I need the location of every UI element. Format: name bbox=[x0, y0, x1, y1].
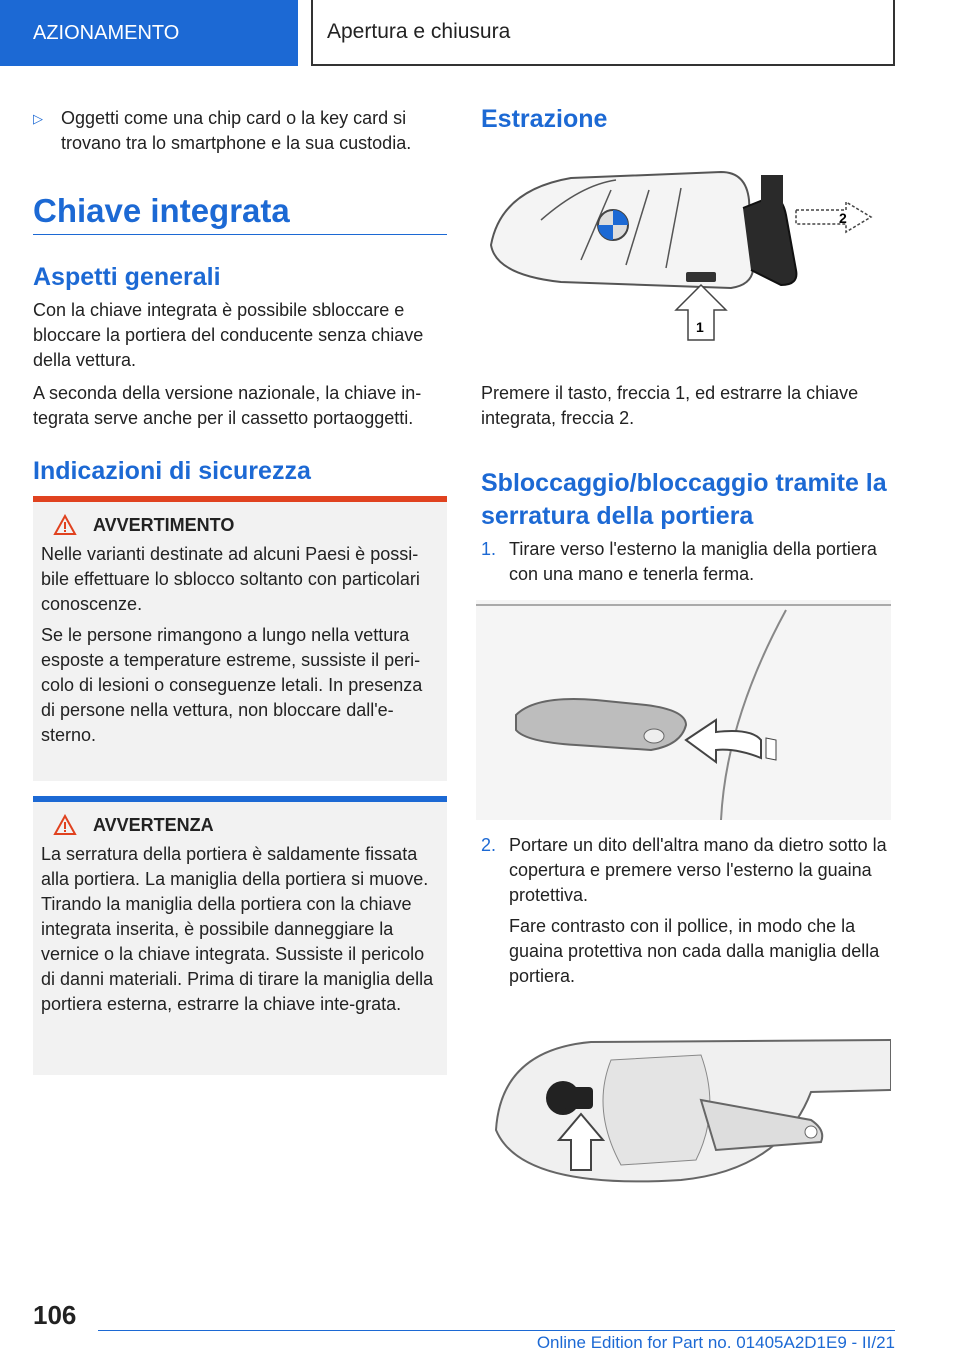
warning-paragraph-2: Se le persone rimangono a lungo nella vettura esposte a temperature estreme, sussiste il peri-colo di lesioni o conseguenze letali. In presenza di persone nella vettura, non bloccare dall'e-sterno. bbox=[41, 625, 423, 745]
unlock-heading: Sbloccaggio/bloccaggio tramite la serratura della portiera bbox=[481, 469, 887, 530]
step-number: 2. bbox=[481, 835, 497, 855]
fig-arrow-label-1: 1 bbox=[696, 319, 704, 335]
safety-heading: Indicazioni di sicurezza bbox=[33, 457, 311, 485]
step-text: Tirare verso l'esterno la maniglia della portiera con una mano e tenerla ferma. bbox=[509, 539, 877, 584]
bullet-text: Oggetti come una chip card o la key card si trovano tra lo smartphone e la sua custodia. bbox=[61, 108, 412, 153]
general-paragraph-2: A seconda della versione nazionale, la chiave in-tegrata serve anche per il cassetto portaoggetti. bbox=[33, 383, 422, 428]
warning-paragraph-1: Nelle varianti destinate ad alcuni Paesi è possi-bile effettuare lo sblocco soltanto con particolari conoscenze. bbox=[41, 544, 420, 614]
step-number: 1. bbox=[481, 539, 497, 559]
lock-cover-figure bbox=[481, 1030, 891, 1195]
warning-triangle-icon bbox=[53, 514, 77, 536]
caution-paragraph: La serratura della portiera è saldamente fissata alla portiera. La maniglia della portiera si muove. Tirando la maniglia della portiera con la chiave integrata inserita, è possibile danneggiare la vernice o la chiave integrata. Sussiste il pericolo di danni materiali. Prima di tirare la maniglia della portiera esterna, estrarre la chiave inte-grata. bbox=[41, 844, 434, 1014]
general-paragraph-1: Con la chiave integrata è possibile sbloccare e bloccare la portiera del conducente senza chiave della vettura. bbox=[33, 300, 424, 370]
caution-bar bbox=[33, 796, 447, 802]
bullet-item bbox=[33, 106, 447, 156]
key-extraction-figure bbox=[481, 160, 891, 360]
step-text: Portare un dito dell'altra mano da dietro sotto la copertura e premere verso l'esterno la guaina protettiva. bbox=[509, 835, 887, 905]
general-heading: Aspetti generali bbox=[33, 263, 221, 291]
warning-bar bbox=[33, 496, 447, 502]
step-2 bbox=[481, 833, 895, 995]
warning-triangle-icon bbox=[53, 814, 77, 836]
fig-arrow-label-2: 2 bbox=[839, 210, 847, 226]
caution-title bbox=[41, 814, 437, 836]
chapter-tab: AZIONAMENTO bbox=[0, 0, 298, 66]
step-text-continued: Fare contrasto con il pollice, in modo che la guaina protettiva non cada dalla maniglia della portiera. bbox=[509, 916, 880, 986]
step-1 bbox=[481, 537, 895, 593]
warning-title bbox=[41, 514, 437, 536]
door-handle-figure bbox=[476, 600, 891, 820]
warning-box bbox=[33, 496, 447, 781]
warning-title-text: AVVERTIMENTO bbox=[93, 514, 235, 535]
extract-paragraph: Premere il tasto, freccia 1, ed estrarre la chiave integrata, freccia 2. bbox=[481, 383, 859, 428]
triangle-right-icon: ▷ bbox=[33, 111, 43, 126]
footer-divider bbox=[98, 1330, 895, 1331]
page-number: 106 bbox=[33, 1300, 77, 1330]
caution-title-text: AVVERTENZA bbox=[93, 814, 214, 835]
title-divider bbox=[33, 234, 447, 235]
edition-note: Online Edition for Part no. 01405A2D1E9 - II/21 bbox=[536, 1333, 895, 1352]
caution-box bbox=[33, 796, 447, 1075]
extract-heading: Estrazione bbox=[481, 105, 608, 133]
section-title: Apertura e chiusura bbox=[311, 0, 895, 66]
page-title: Chiave integrata bbox=[33, 192, 290, 229]
